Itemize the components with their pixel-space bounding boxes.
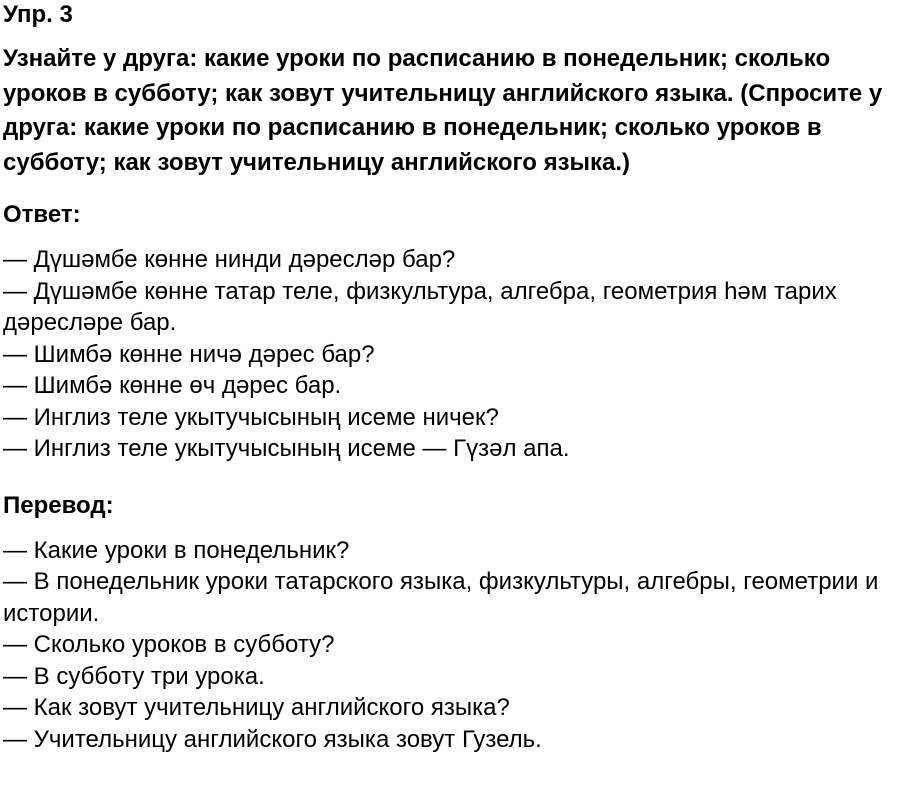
translation-line: — В понедельник уроки татарского языка, физкультуры, алгебры, геометрии и истории. <box>3 568 879 627</box>
exercise-task: Узнайте у друга: какие уроки по расписанию в понедельник; сколько уроков в субботу; как зовут учительницу английского языка. (Спросите у друга: какие уроки по расписанию в понедельник; сколько уроков в субботу; как зовут учительницу английского языка.) <box>3 45 883 176</box>
answer-line: — Дүшәмбе көнне нинди дәресләр бар? <box>3 246 456 273</box>
exercise-title: Упр. 3 <box>3 1 73 28</box>
answer-title: Ответ: <box>3 201 81 228</box>
answer-dialogue <box>3 244 908 465</box>
answer-line: — Шимбә көнне ничә дәрес бар? <box>3 340 375 368</box>
translation-title: Перевод: <box>3 491 114 519</box>
translation-line: — Сколько уроков в субботу? <box>3 631 335 658</box>
translation-line: — Какие уроки в понедельник? <box>3 536 350 564</box>
translation-line: — В субботу три урока. <box>3 662 265 690</box>
translation-line: — Учительницу английского языка зовут Гузель. <box>3 725 542 753</box>
answer-line: — Инглиз теле укытучысының исеме ничек? <box>3 403 499 431</box>
answer-line: — Шимбә көнне өч дәрес бар. <box>3 372 342 399</box>
translation-line: — Как зовут учительницу английского языка? <box>3 694 510 721</box>
answer-line: — Инглиз теле укытучысының исеме — Гүзәл апа. <box>3 435 570 462</box>
answer-line: — Дүшәмбе көнне татар теле, физкультура, алгебра, геометрия һәм тарих дәресләре бар. <box>3 277 837 336</box>
translation-dialogue <box>3 535 908 756</box>
